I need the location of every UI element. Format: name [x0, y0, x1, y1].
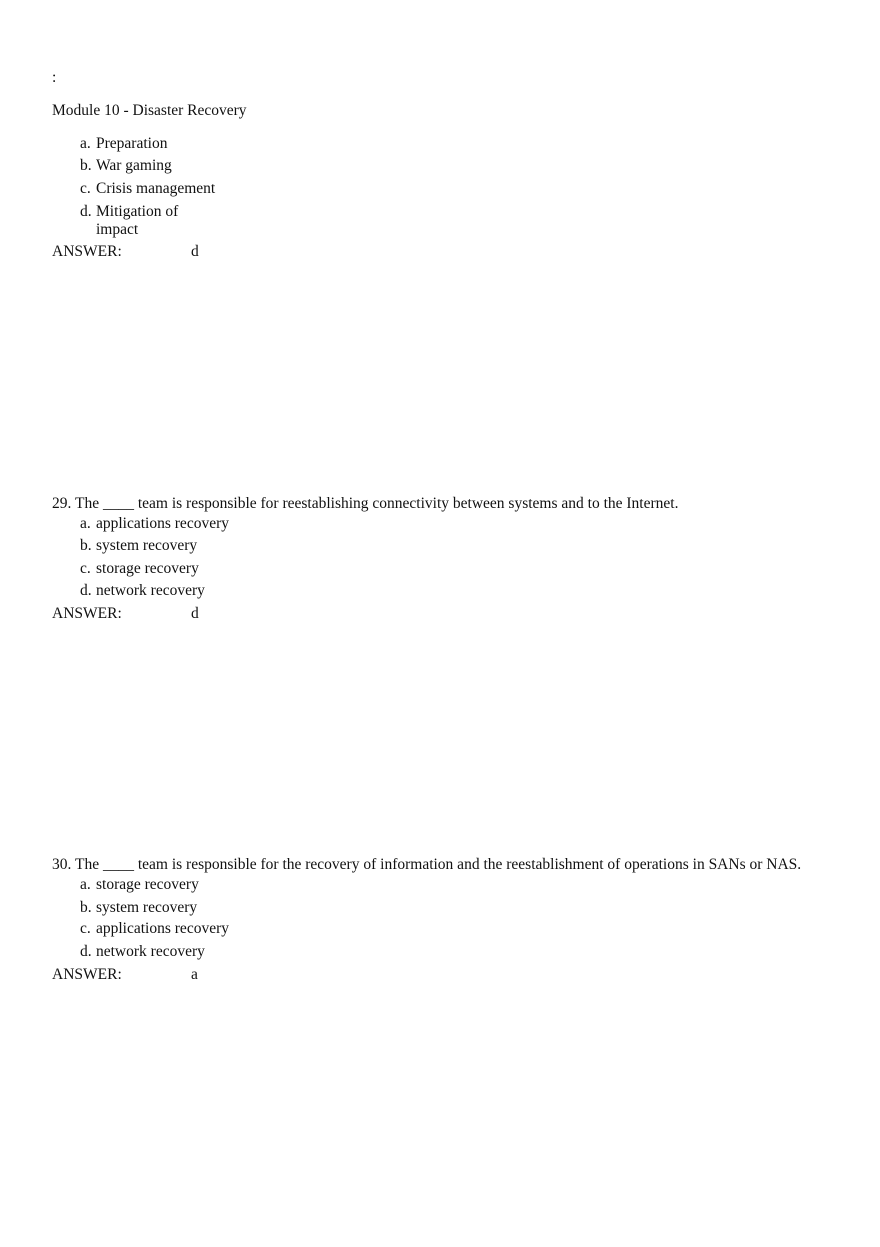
option-text: storage recovery	[96, 876, 199, 893]
option-text: network recovery	[96, 943, 205, 960]
option-text: system recovery	[96, 537, 198, 554]
answer-label: ANSWER:	[52, 966, 122, 983]
option-letter: b.	[80, 537, 92, 554]
option-letter: d.	[80, 582, 92, 599]
option-text: network recovery	[96, 582, 205, 599]
answer-value: a	[191, 966, 198, 983]
option-letter: c.	[80, 180, 91, 197]
option-letter: c.	[80, 920, 91, 937]
option-text: War gaming	[96, 157, 172, 174]
module-title: Module 10 - Disaster Recovery	[52, 102, 247, 119]
option-letter: a.	[80, 876, 91, 893]
option-text: Crisis management	[96, 180, 216, 197]
answer-label: ANSWER:	[52, 605, 122, 622]
question-text: 29. The ____ team is responsible for reestablishing connectivity between systems and to the Internet.	[52, 495, 679, 512]
answer-value: d	[191, 605, 199, 622]
option-letter: d.	[80, 943, 92, 960]
option-letter: b.	[80, 157, 92, 174]
option-letter: d.	[80, 203, 92, 220]
option-letter: b.	[80, 899, 92, 916]
option-text: applications recovery	[96, 920, 229, 937]
option-letter: a.	[80, 515, 91, 532]
answer-value: d	[191, 243, 199, 260]
answer-label: ANSWER:	[52, 243, 122, 260]
option-text-continued: impact	[96, 221, 139, 238]
option-text: Preparation	[96, 135, 168, 152]
option-text: storage recovery	[96, 560, 199, 577]
header-colon: :	[52, 69, 57, 86]
option-text: system recovery	[96, 899, 198, 916]
option-text: applications recovery	[96, 515, 229, 532]
option-letter: a.	[80, 135, 91, 152]
option-text: Mitigation of	[96, 203, 179, 220]
option-letter: c.	[80, 560, 91, 577]
question-text: 30. The ____ team is responsible for the recovery of information and the reestablishment of operations in SANs or NAS.	[52, 856, 802, 873]
